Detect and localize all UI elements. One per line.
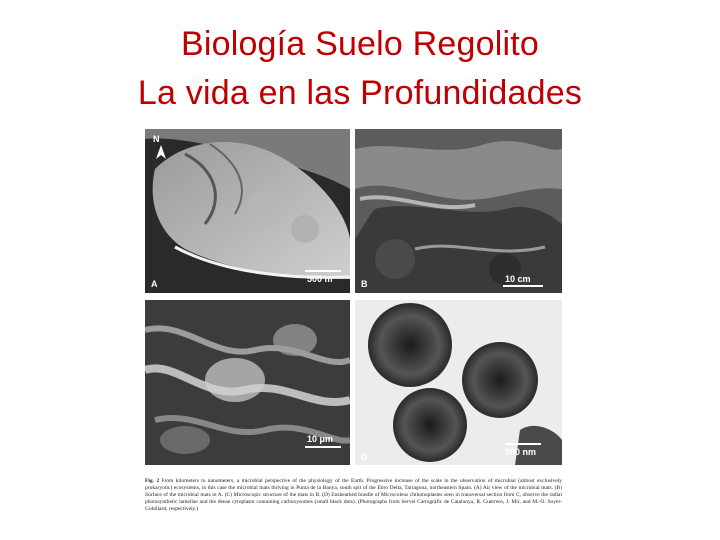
panel-d-cross-section-photo (355, 300, 562, 465)
panel-a-letter: A (151, 279, 158, 289)
slide-title-line-1: Biología Suelo Regolito (180, 25, 540, 63)
figure-caption (145, 478, 562, 513)
north-arrow-label: N (153, 134, 160, 144)
figure-caption-label: Fig. 2 (145, 478, 160, 484)
figure-caption-text: From kilometers to nanometers, a microbial perspective of the physiology of the Earth. Progressive increase of the scale in the observation of microbial (almost exclusively prokaryotic) ecosystems, in this case the microbial mats thriving in Punta de la Banya, south spit of the Ebro Delta, Tarragona, northeastern Spain. (A) Air view of the microbial mats. (B) Surface of the microbial mats in A. (C) Microscopic structure of the mats in B. (D) Ensheathed bundle of Microcoleus chthonoplastes seen in transversal section from C, observe the radial photosynthetic lamellae and the dense cytoplasm containing carboxysomes (small black dots). (Photographs from Servei Cartogràfic de Catalunya, R. Guerrero, J. Mir, and M.-O. Soyer-Gobillard, respectively.) (145, 478, 563, 512)
north-arrow-icon (155, 145, 167, 159)
panel-d-scale-bar (505, 443, 541, 445)
panel-b-letter: B (361, 279, 368, 289)
slide-title-line-2: La vida en las Profundidades (137, 74, 583, 112)
panel-b-mat-surface-photo (355, 129, 562, 293)
panel-a-scale-bar (305, 270, 341, 272)
panel-d-letter: D (361, 452, 368, 462)
panel-c-microscopy-photo (145, 300, 350, 465)
panel-c-scale-label: 10 μm (307, 434, 334, 444)
panel-c-scale-bar (305, 446, 341, 448)
panel-b-scale-label: 10 cm (505, 274, 531, 284)
panel-a-aerial-photo (145, 129, 350, 293)
panel-b-scale-bar (503, 285, 543, 287)
panel-a-scale-label: 500 m (307, 274, 333, 284)
panel-d-scale-label: 500 nm (505, 447, 537, 457)
